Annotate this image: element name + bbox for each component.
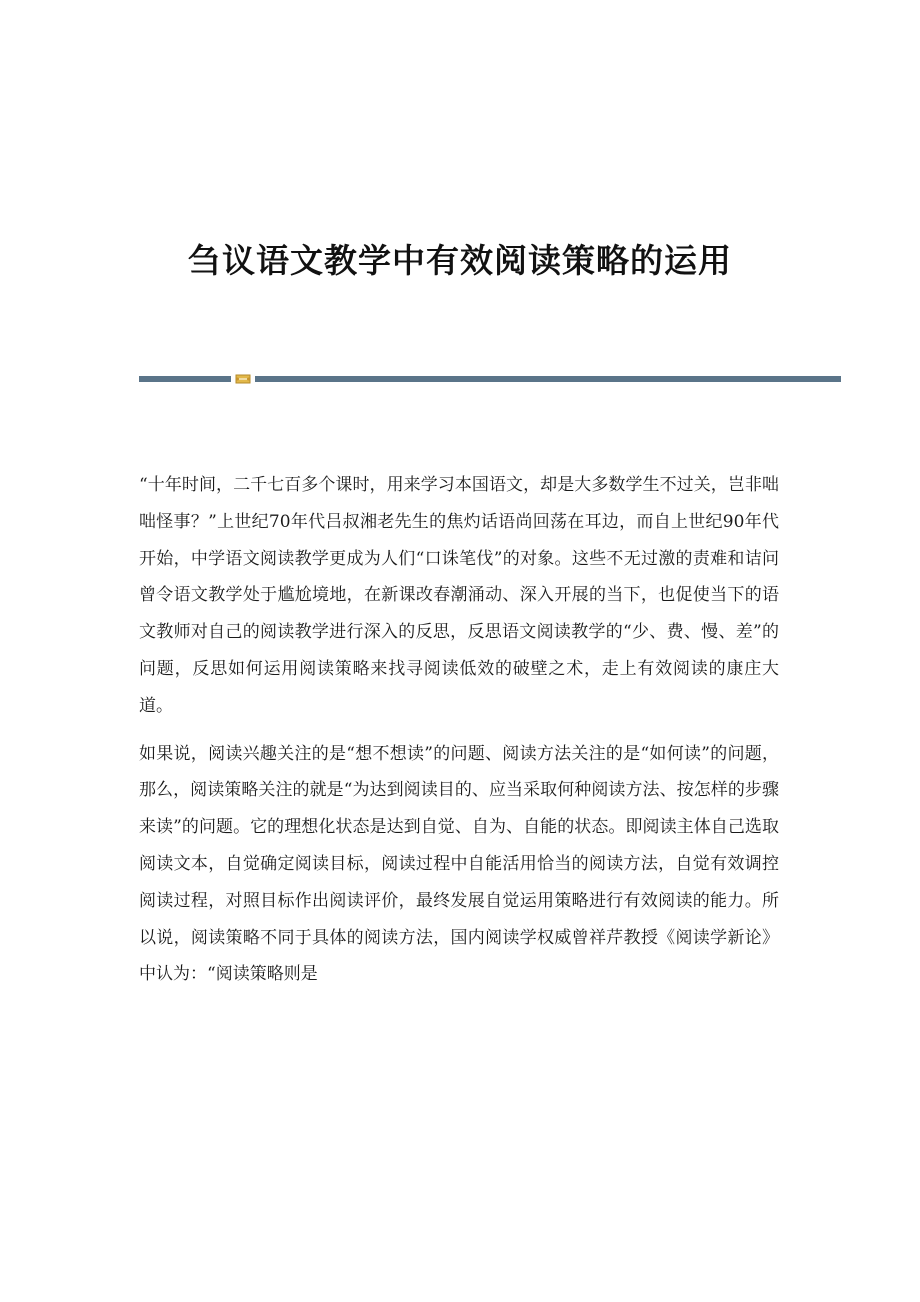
document-title: 刍议语文教学中有效阅读策略的运用 bbox=[188, 241, 732, 281]
body-paragraph: 如果说，阅读兴趣关注的是“想不想读”的问题、阅读方法关注的是“如何读”的问题，那么，阅读策略关注的就是“为达到阅读目的、应当采取何种阅读方法、按怎样的步骤来读”的问题。它的理想化状态是达到自觉、自为、自能的状态。即阅读主体自己选取阅读文本，自觉确定阅读目标，阅读过程中自能活用恰当的阅读方法，自觉有效调控阅读过程，对照目标作出阅读评价，最终发展自觉运用策略进行有效阅读的能力。所以说，阅读策略不同于具体的阅读方法，国内阅读学权威曾祥芹教授《阅读学新论》中认为：“阅读策略则是 bbox=[139, 743, 779, 985]
divider-bar-left bbox=[139, 376, 231, 382]
divider-bar-right bbox=[255, 376, 841, 382]
body-paragraph: “十年时间，二千七百多个课时，用来学习本国语文，却是大多数学生不过关，岂非咄咄怪事？”上世纪70年代吕叔湘老先生的焦灼话语尚回荡在耳边，而自上世纪90年代开始，中学语文阅读教学更成为人们“口诛笔伐”的对象。这些不无过激的责难和诘问曾令语文教学处于尴尬境地，在新课改春潮涌动、深入开展的当下，也促使当下的语文教师对自己的阅读教学进行深入的反思，反思语文阅读教学的“少、费、慢、差”的问题，反思如何运用阅读策略来找寻阅读低效的破壁之术，走上有效阅读的康庄大道。 bbox=[139, 475, 779, 716]
scroll-ornament-icon bbox=[235, 374, 251, 384]
document-body bbox=[139, 467, 779, 1004]
title-divider bbox=[139, 374, 841, 384]
